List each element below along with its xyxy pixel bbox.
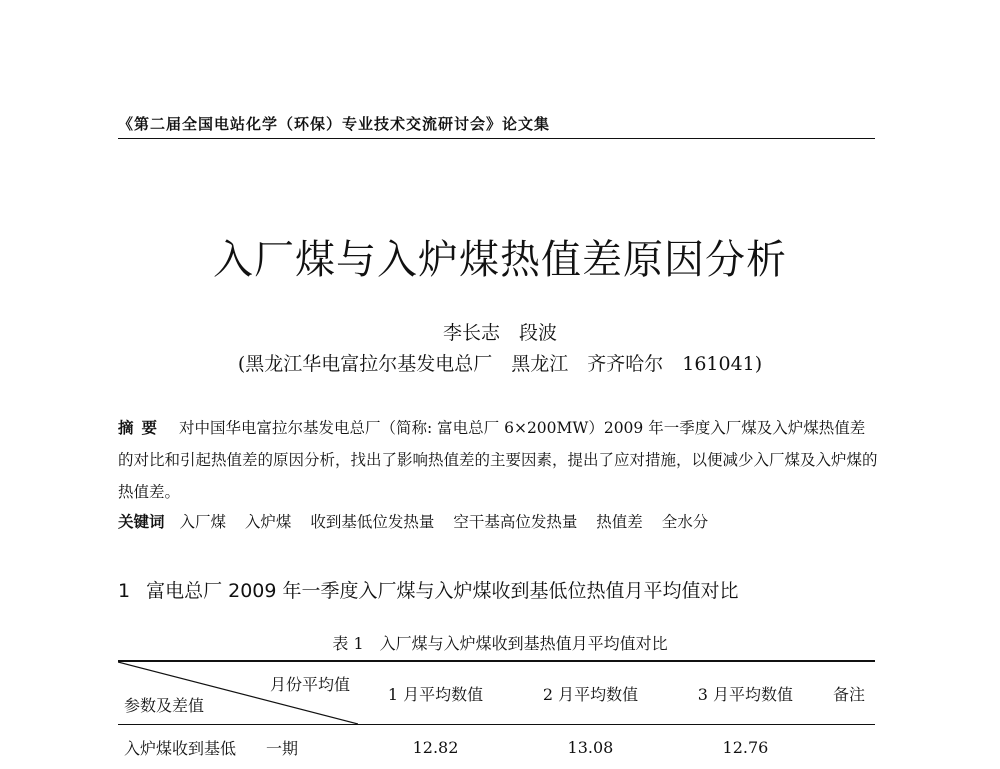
section-number: 1 [118,580,130,602]
running-header: 《第二届全国电站化学（环保）专业技术交流研讨会》论文集 [118,113,550,134]
column-header: 3 月平均数值 [668,661,823,725]
section-heading [118,576,739,603]
keyword: 入炉煤 [245,513,292,531]
table-row [118,725,875,769]
table-cell [823,725,875,769]
abstract-label: 摘要 [118,418,165,437]
keyword: 收到基低位发热量 [310,513,434,531]
corner-top-label: 月份平均值 [270,672,350,695]
paper-title: 入厂煤与入炉煤热值差原因分析 [0,228,1000,285]
column-header: 2 月平均数值 [513,661,668,725]
keywords-label: 关键词 [118,512,165,531]
keywords [118,510,878,532]
section-title: 富电总厂 2009 年一季度入厂煤与入炉煤收到基低位热值月平均值对比 [146,580,738,602]
table-cell: 13.08 [513,725,668,769]
row-label [118,725,358,769]
table-cell: 12.82 [358,725,513,769]
affiliation: (黑龙江华电富拉尔基发电总厂 黑龙江 齐齐哈尔 161041) [0,349,1000,376]
authors: 李长志 段波 [0,318,1000,345]
table-caption: 表 1 入厂煤与入炉煤收到基热值月平均值对比 [0,631,1000,654]
column-header: 1 月平均数值 [358,661,513,725]
keyword: 全水分 [662,513,709,531]
row-label-text: 入炉煤收到基低 [124,739,236,758]
abstract [118,412,878,508]
abstract-text: 对中国华电富拉尔基发电总厂（简称: 富电总厂 6×200MW）2009 年一季度入厂煤及入炉煤热值差的对比和引起热值差的原因分析，找出了影响热值差的主要因素，提出了应对措施，以便减少入厂煤及入炉煤的热值差。 [118,419,878,501]
keyword: 空干基高位发热量 [453,513,577,531]
keyword: 热值差 [596,513,643,531]
column-header: 备注 [823,661,875,725]
row-sublabel: 一期 [266,736,298,759]
table-corner-header [118,661,358,725]
keyword: 入厂煤 [179,513,226,531]
corner-bottom-label: 参数及差值 [124,693,204,716]
table-cell: 12.76 [668,725,823,769]
header-divider [118,138,875,139]
comparison-table [118,660,875,769]
